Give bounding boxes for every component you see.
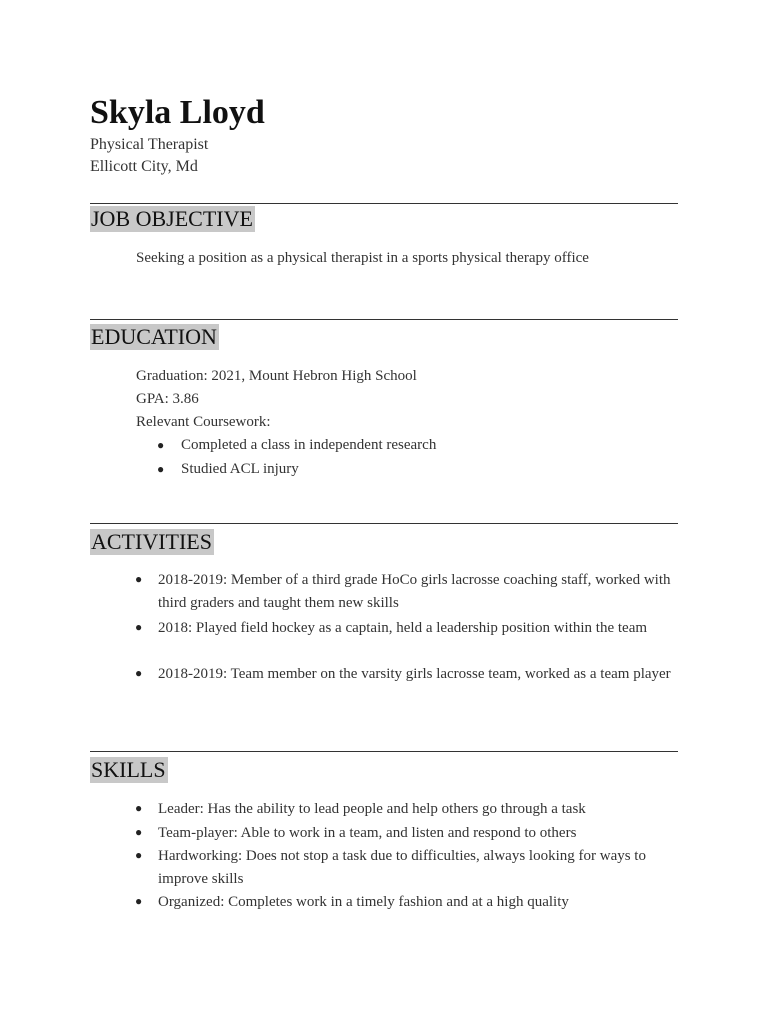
coursework-item: Studied ACL injury — [181, 461, 299, 477]
coursework-label: Relevant Coursework: — [136, 414, 271, 430]
skill-item: Leader: Has the ability to lead people and help others go through a task — [158, 801, 586, 817]
bullet-icon: ● — [135, 894, 143, 908]
skill-item: Hardworking: Does not stop a task due to difficulties, always looking for ways to improve skills — [158, 848, 646, 887]
bullet-icon: ● — [157, 438, 165, 452]
bullet-icon: ● — [135, 620, 143, 634]
section-heading-skills: SKILLS — [91, 757, 166, 782]
bullet-icon: ● — [157, 462, 165, 476]
section-divider — [90, 751, 678, 752]
job-title: Physical Therapist — [90, 136, 209, 153]
bullet-icon: ● — [135, 801, 143, 815]
coursework-item: Completed a class in independent research — [181, 437, 437, 453]
activity-item: 2018-2019: Team member on the varsity girls lacrosse team, worked as a team player — [158, 666, 671, 682]
bullet-icon: ● — [135, 666, 143, 680]
education-graduation: Graduation: 2021, Mount Hebron High School — [136, 368, 417, 384]
section-divider — [90, 203, 678, 204]
education-gpa: GPA: 3.86 — [136, 391, 199, 407]
activity-item: 2018: Played field hockey as a captain, held a leadership position within the team — [158, 620, 648, 636]
skill-item: Team-player: Able to work in a team, and listen and respond to others — [158, 825, 577, 841]
section-heading-objective: JOB OBJECTIVE — [91, 206, 253, 231]
bullet-icon: ● — [135, 825, 143, 839]
section-divider — [90, 523, 678, 524]
activity-item: 2018-2019: Member of a third grade HoCo girls lacrosse coaching staff, worked with third graders and taught them new skills — [158, 572, 671, 611]
objective-text: Seeking a position as a physical therapist in a sports physical therapy office — [136, 250, 589, 266]
section-divider — [90, 319, 678, 320]
section-heading-education: EDUCATION — [91, 324, 217, 349]
location: Ellicott City, Md — [90, 158, 198, 175]
section-heading-activities: ACTIVITIES — [91, 529, 212, 554]
resume-name: Skyla Lloyd — [90, 94, 265, 131]
bullet-icon: ● — [135, 848, 143, 862]
bullet-icon: ● — [135, 572, 143, 586]
skill-item: Organized: Completes work in a timely fashion and at a high quality — [158, 894, 569, 910]
